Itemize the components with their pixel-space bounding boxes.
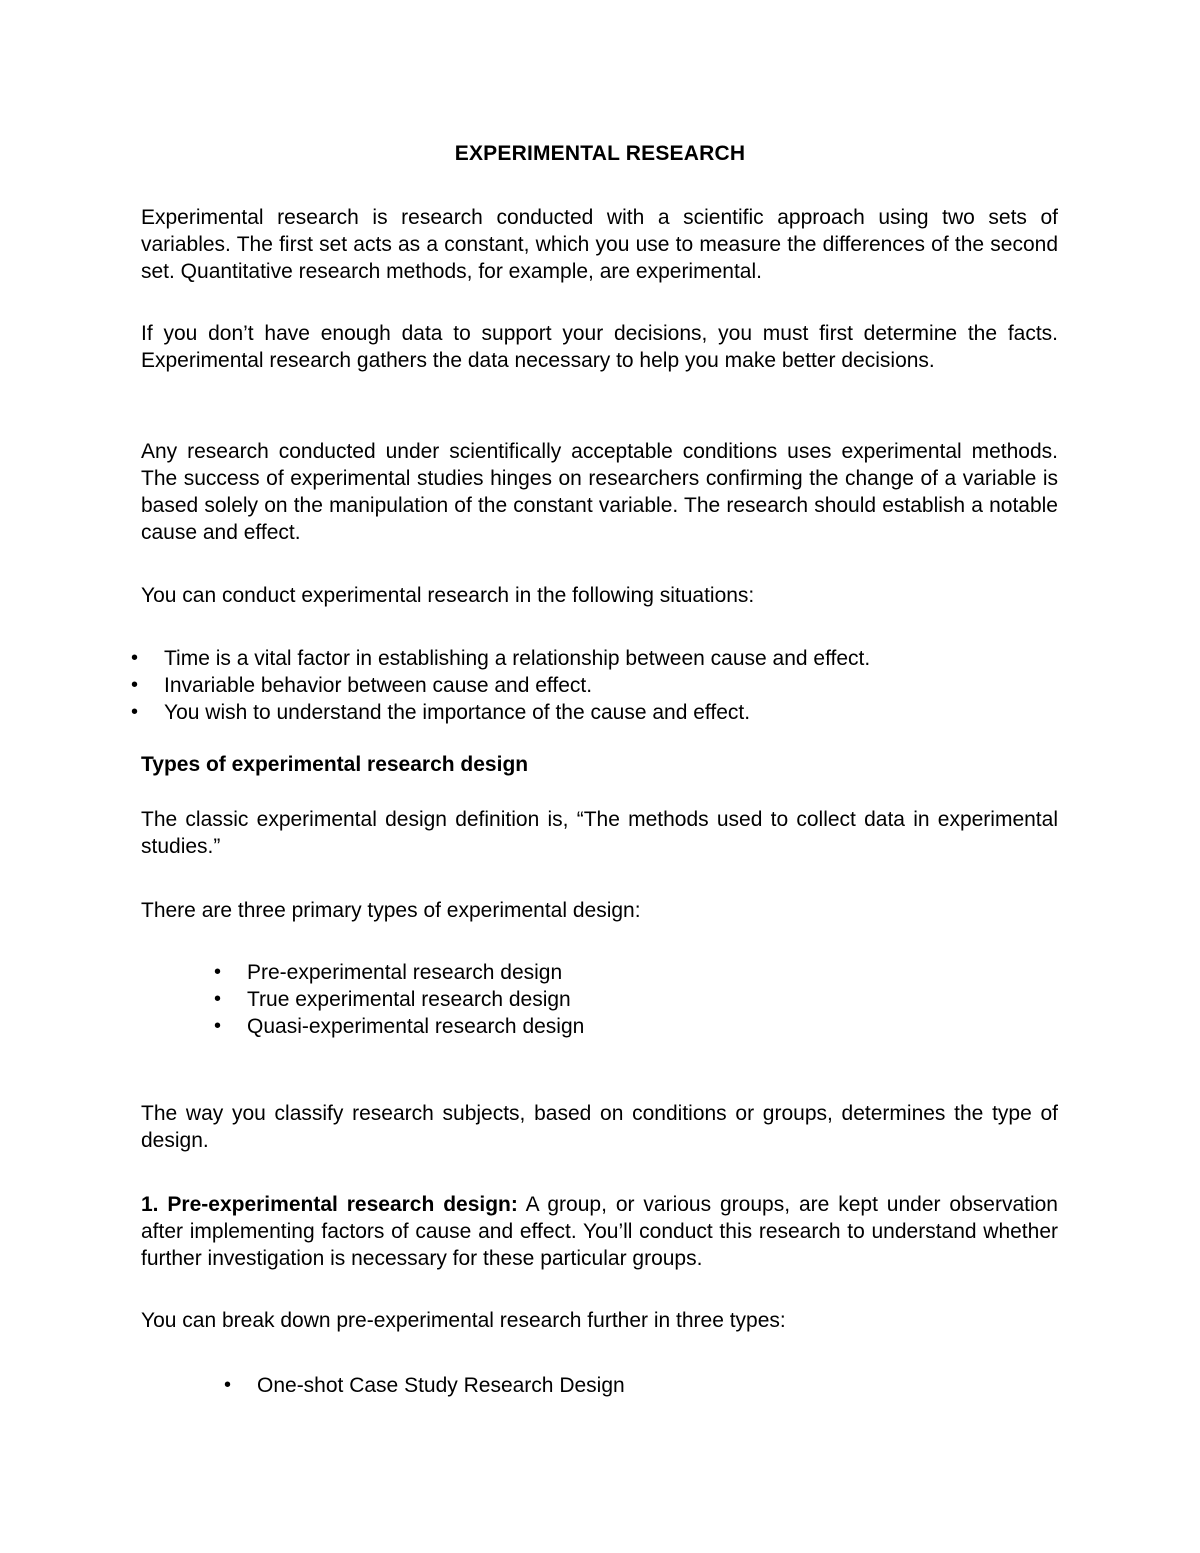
paragraph-data-decisions: If you don’t have enough data to support your decisions, you must first determine the facts. Experimental research gathers the data necessary to help you make better decisions. bbox=[141, 322, 1058, 372]
list-item: • Quasi-experimental research design bbox=[214, 1013, 584, 1040]
pre-experimental-label: 1. Pre-experimental research design: bbox=[141, 1193, 518, 1216]
situations-list bbox=[131, 645, 870, 726]
list-item: • One-shot Case Study Research Design bbox=[224, 1372, 625, 1399]
paragraph-classic-definition: The classic experimental design definition is, “The methods used to collect data in experimental studies.” bbox=[141, 808, 1058, 858]
document-title: EXPERIMENTAL RESEARCH bbox=[454, 142, 746, 165]
paragraph-scientific-conditions: Any research conducted under scientifically acceptable conditions uses experimental methods. The success of experimental studies hinges on researchers confirming the change of a variable is based solely on the manipulation of the constant variable. The research should establish a notable cause and effect. bbox=[141, 440, 1058, 544]
paragraph-three-types-intro: There are three primary types of experimental design: bbox=[141, 899, 641, 922]
list-item: • You wish to understand the importance of the cause and effect. bbox=[131, 699, 870, 726]
paragraph-pre-experimental bbox=[141, 1191, 1058, 1272]
design-types-list bbox=[214, 959, 584, 1040]
list-item: • Invariable behavior between cause and effect. bbox=[131, 672, 870, 699]
paragraph-classify-subjects: The way you classify research subjects, based on conditions or groups, determines the type of design. bbox=[141, 1102, 1058, 1152]
pre-experimental-types-list bbox=[224, 1372, 625, 1399]
list-item: • True experimental research design bbox=[214, 986, 584, 1013]
paragraph-definition: Experimental research is research conducted with a scientific approach using two sets of variables. The first set acts as a constant, which you use to measure the differences of the second set. Quantitative research methods, for example, are experimental. bbox=[141, 206, 1058, 283]
paragraph-situations-intro: You can conduct experimental research in the following situations: bbox=[141, 584, 755, 607]
section-heading-types: Types of experimental research design bbox=[141, 753, 529, 776]
list-item: • Pre-experimental research design bbox=[214, 959, 584, 986]
list-item: • Time is a vital factor in establishing a relationship between cause and effect. bbox=[131, 645, 870, 672]
paragraph-breakdown-intro: You can break down pre-experimental research further in three types: bbox=[141, 1309, 786, 1332]
pre-experimental-description: A group, or various groups, are kept under observation after implementing factors of cause and effect. You’ll conduct this research to understand whether further investigation is necessary for these particular groups. bbox=[141, 1193, 1058, 1270]
